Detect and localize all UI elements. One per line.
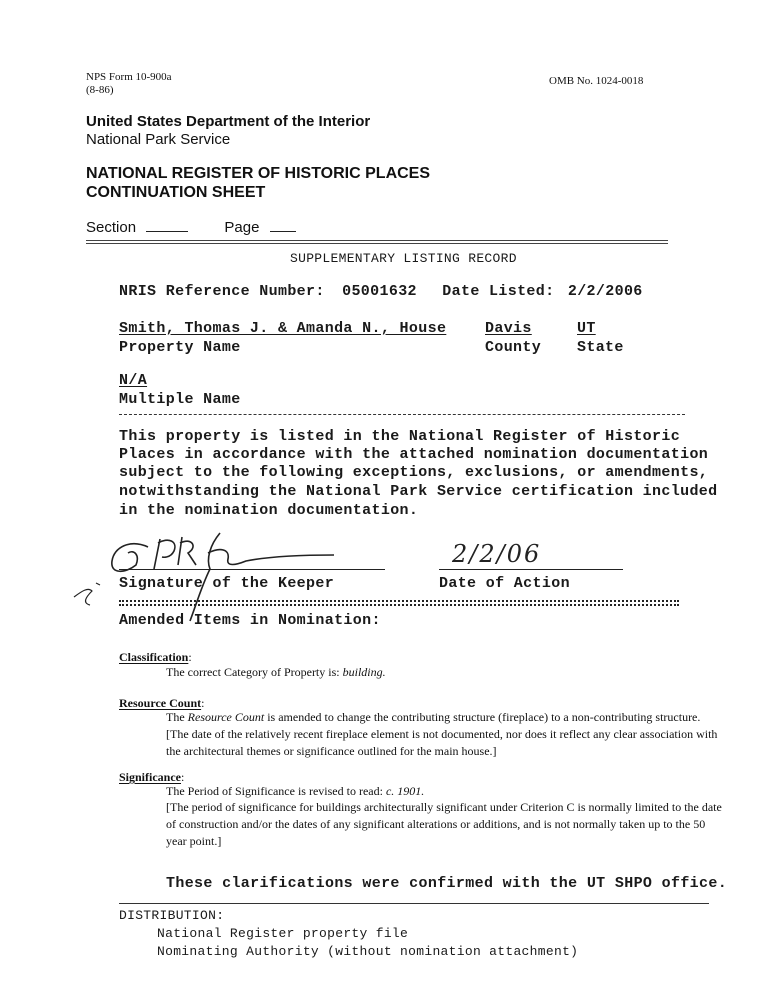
nris-value: 05001632	[342, 283, 417, 300]
distribution-item: Nominating Authority (without nomination attachment)	[157, 944, 579, 959]
page-label: Page	[224, 219, 260, 236]
distribution-label: DISTRIBUTION:	[119, 908, 225, 923]
statement-line-5: in the nomination documentation.	[119, 502, 419, 519]
department-name: United States Department of the Interior	[86, 113, 371, 130]
classification-label: The correct Category of Property is:	[166, 665, 343, 679]
significance-text: [The period of significance for buildings architecturally significant under Criterion C is normally limited to the date of construction and/or the dates of any significant alterations or additions, and is not normally taken up to the 50 year point.]	[166, 800, 722, 848]
state-value: UT	[577, 320, 596, 337]
significance-colon: :	[181, 770, 185, 784]
form-title: NATIONAL REGISTER OF HISTORIC PLACES	[86, 165, 431, 182]
multiple-name-value: N/A	[119, 372, 148, 389]
resource-colon: :	[201, 696, 205, 710]
distribution-item: National Register property file	[157, 926, 409, 941]
significance-heading-line	[119, 770, 184, 785]
nris-line	[119, 283, 643, 300]
state-label: State	[577, 339, 624, 356]
distribution-rule	[119, 903, 709, 904]
property-name-value: Smith, Thomas J. & Amanda N., House	[119, 320, 447, 337]
clarification-note: These clarifications were confirmed with the UT SHPO office.	[166, 875, 728, 892]
date-of-action-handwritten: 2/2/06	[452, 540, 542, 568]
date-listed-value: 2/2/2006	[567, 283, 643, 300]
statement-line-3: subject to the following exceptions, exclusions, or amendments,	[119, 464, 709, 481]
significance-line1	[166, 784, 424, 799]
property-name-label: Property Name	[119, 339, 241, 356]
section-label: Section	[86, 219, 137, 236]
significance-value: c. 1901.	[385, 784, 425, 798]
form-subtitle: CONTINUATION SHEET	[86, 184, 266, 201]
classification-heading-line	[119, 650, 192, 665]
form-date: (8-86)	[86, 84, 114, 96]
significance-label: The Period of Significance is revised to read:	[166, 784, 386, 798]
signature-label: Signature of the Keeper	[119, 575, 335, 592]
statement-line-2: Places in accordance with the attached nomination documentation	[119, 446, 709, 463]
record-heading: SUPPLEMENTARY LISTING RECORD	[290, 251, 517, 266]
dashed-rule	[119, 414, 685, 415]
header-rule	[86, 240, 668, 244]
amended-heading: Amended Items in Nomination:	[119, 612, 381, 629]
section-field	[86, 217, 296, 236]
classification-text	[166, 665, 386, 680]
resource-text-italic: Resource Count	[187, 710, 265, 724]
date-listed-label: Date Listed:	[442, 283, 555, 300]
date-of-action-label: Date of Action	[439, 575, 570, 592]
date-action-line	[439, 569, 623, 570]
resource-text-post: is amended to change the contributing structure (fireplace) to a non-contributing structure. [The date of the relatively recent fireplace element is not documented, nor does it reflect any clear association with the architectural themes or significance outlined for the main house.]	[166, 710, 718, 758]
classification-colon: :	[188, 650, 192, 664]
classification-value: building.	[342, 665, 386, 679]
county-value: Davis	[485, 320, 532, 337]
page-blank	[270, 217, 296, 232]
resource-text-pre: The	[166, 710, 188, 724]
statement-line-4: notwithstanding the National Park Service certification included	[119, 483, 718, 500]
omb-number: OMB No. 1024-0018	[549, 75, 644, 87]
county-label: County	[485, 339, 542, 356]
section-blank	[146, 217, 188, 232]
multiple-name-label: Multiple Name	[119, 391, 241, 408]
resource-heading: Resource Count	[119, 696, 202, 710]
resource-text	[166, 709, 722, 760]
signature-line	[119, 569, 385, 570]
classification-heading: Classification	[119, 650, 189, 664]
statement-line-1: This property is listed in the National Register of Historic	[119, 428, 681, 445]
nris-label: NRIS Reference Number:	[119, 283, 325, 300]
agency-name: National Park Service	[86, 131, 231, 148]
double-equals-rule	[119, 600, 679, 606]
form-number: NPS Form 10-900a	[86, 71, 172, 83]
significance-heading: Significance	[119, 770, 181, 784]
